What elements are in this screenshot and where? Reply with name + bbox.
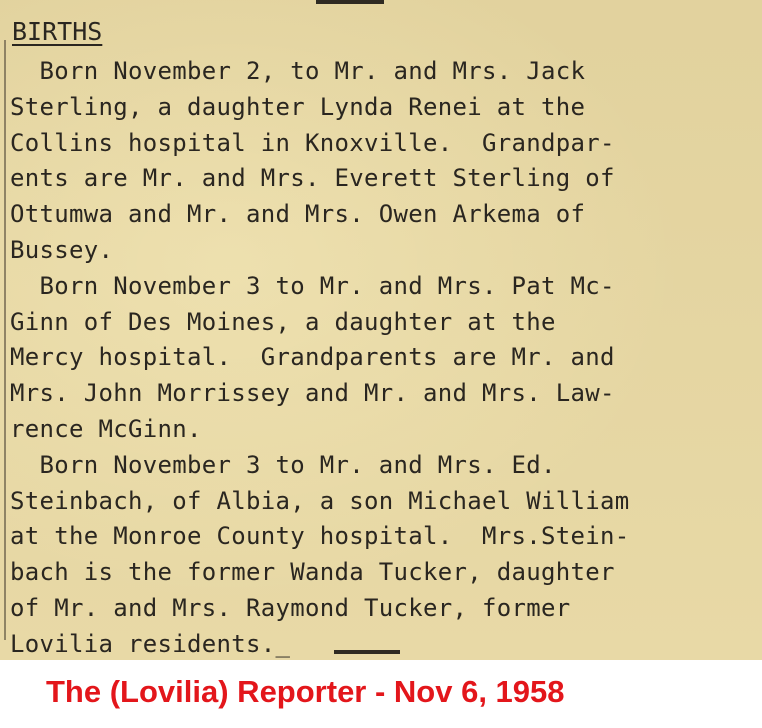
section-heading: BIRTHS (12, 17, 103, 46)
article-line: Born November 3 to Mr. and Mrs. Pat Mc- (10, 271, 615, 300)
article-line: Born November 2, to Mr. and Mrs. Jack (10, 57, 586, 85)
birth-announcements (10, 54, 758, 660)
article-line: Steinbach, of Albia, a son Michael William (10, 486, 630, 515)
column-rule (4, 40, 6, 640)
article-line: Bussey. (10, 235, 114, 264)
article-line: Mrs. John Morrissey and Mr. and Mrs. Law- (10, 379, 615, 408)
article-line: Ottumwa and Mr. and Mrs. Owen Arkema of (10, 200, 586, 229)
article-line: bach is the former Wanda Tucker, daughter (10, 558, 615, 587)
article-line: rence McGinn. (10, 414, 202, 443)
article-line: Born November 3 to Mr. and Mrs. Ed. (10, 450, 556, 479)
article-line: ents are Mr. and Mrs. Everett Sterling of (10, 164, 615, 193)
article-line: of Mr. and Mrs. Raymond Tucker, former (10, 593, 571, 622)
top-separator-dash (316, 0, 384, 4)
article-line: Ginn of Des Moines, a daughter at the (10, 307, 556, 336)
article-line: at the Monroe County hospital. Mrs.Stein- (10, 522, 630, 551)
article-line: Mercy hospital. Grandparents are Mr. and (10, 343, 615, 372)
article-line: Collins hospital in Knoxville. Grandpar- (10, 128, 615, 157)
bottom-separator-dash (334, 650, 400, 654)
article-line: Lovilia residents._ (10, 629, 291, 658)
article-line: Sterling, a daughter Lynda Renei at the (10, 92, 586, 121)
source-caption: The (Lovilia) Reporter - Nov 6, 1958 (46, 674, 565, 709)
